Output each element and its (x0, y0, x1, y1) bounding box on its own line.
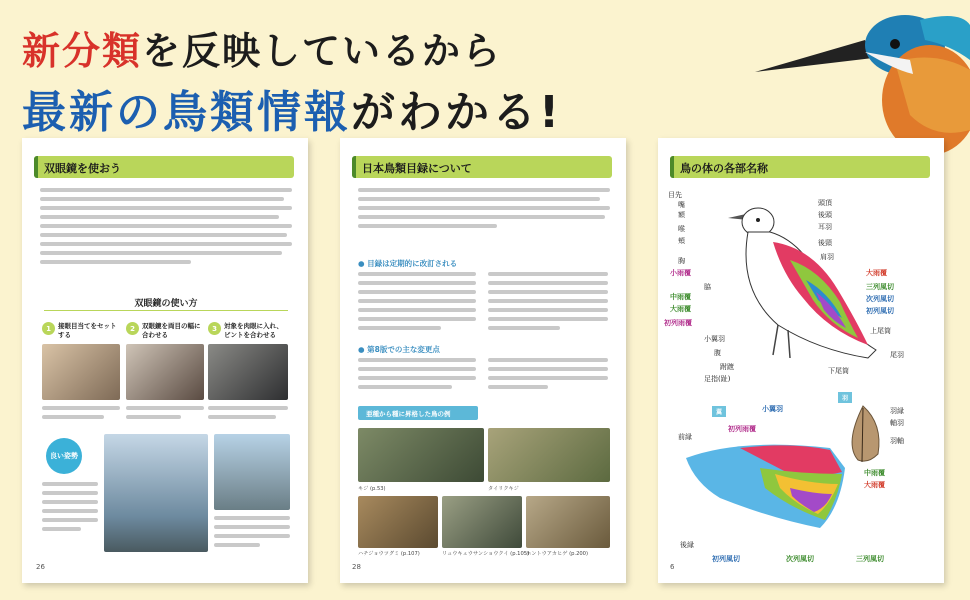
label-lesser-coverts: 小雨覆 (670, 269, 691, 277)
label-primary-coverts: 初列雨覆 (664, 319, 692, 327)
label-wing-tertials: 三列風切 (856, 555, 884, 563)
label-cheek: 頬 (678, 237, 685, 245)
step-label: 双眼鏡を両目の幅に合わせる (142, 322, 201, 339)
wing-diagram (680, 428, 850, 538)
label-greater-coverts: 大雨覆 (670, 305, 691, 313)
photo-caption: ハチジョウツグミ (p.107) (358, 551, 420, 557)
step-2 (126, 322, 204, 340)
step-label: 対象を肉眼に入れ、ピントを合わせる (224, 322, 283, 339)
bird-body-diagram (718, 180, 888, 380)
page-title: 双眼鏡を使おう (34, 156, 294, 178)
label-wing-trailing-edge: 後縁 (680, 541, 694, 549)
label-wing-secondaries: 次列風切 (786, 555, 814, 563)
page-title: 鳥の体の各部名称 (670, 156, 930, 178)
label-wing-primary-coverts: 初列雨覆 (728, 425, 756, 433)
label-median-coverts: 中雨覆 (670, 293, 691, 301)
step-number: 2 (126, 322, 139, 335)
label-belly: 腹 (714, 349, 721, 357)
kingfisher-illustration (745, 0, 970, 160)
good-posture-badge: 良い姿勢 (46, 438, 82, 474)
photo-kiji (358, 428, 484, 482)
promoted-species-plaque: 亜種から種に昇格した鳥の例 (358, 406, 478, 420)
label-greater-coverts-right: 大雨覆 (866, 269, 887, 277)
headline-latest-info: 最新の鳥類情報 (22, 87, 351, 138)
page-number: 26 (36, 563, 45, 571)
subheading: 双眼鏡の使い方 (134, 299, 198, 309)
label-forehead: 額 (678, 211, 685, 219)
label-flank: 脇 (704, 283, 711, 291)
label-wing-greater-coverts: 大雨覆 (864, 481, 885, 489)
step-3 (208, 322, 286, 340)
section-2-col-1 (358, 358, 476, 389)
step-number: 1 (42, 322, 55, 335)
label-feather-margin: 羽縁 (890, 407, 904, 415)
label-primaries: 初列風切 (866, 307, 894, 315)
feather-diagram (838, 404, 888, 466)
posture-text (42, 482, 98, 531)
page-number: 28 (352, 563, 361, 571)
photo-caption: キジ (p.53) (358, 486, 386, 492)
page-checklist (340, 138, 626, 583)
label-undertail-coverts: 下尾筒 (828, 367, 849, 375)
photo-caption: タイリクキジ (488, 486, 519, 492)
step-label: 接眼目当てをセットする (58, 322, 117, 339)
page-bird-topography (658, 138, 944, 583)
body-text (40, 188, 292, 264)
photo-hontoakahige (526, 496, 610, 548)
photo-ryukyusanshokui (442, 496, 522, 548)
photo-tairikukiji (488, 428, 610, 482)
label-scapulars: 肩羽 (820, 253, 834, 261)
label-lores: 目先 (668, 191, 682, 199)
photo-caption: ホントウアカヒゲ (p.200) (526, 551, 588, 557)
headline-line-1 (22, 20, 502, 75)
photo-width (126, 344, 204, 400)
photo-caption: リュウキュウサンショウクイ (p.105) (442, 551, 530, 557)
label-alula: 小翼羽 (704, 335, 725, 343)
caption-posture (214, 516, 290, 547)
step-1 (42, 322, 120, 340)
label-wing-leading-edge: 前縁 (678, 433, 692, 441)
label-wing-primaries: 初列風切 (712, 555, 740, 563)
section-heading-1: ● 目録は定期的に改訂される (358, 258, 457, 269)
label-tarsus: 跗蹠 (720, 363, 734, 371)
body-text (358, 188, 610, 228)
headline-line2-rest: がわかる! (351, 87, 563, 138)
section-heading-2: ● 第8版での主な変更点 (358, 344, 440, 355)
label-wing-median-coverts: 中雨覆 (864, 469, 885, 477)
divider (44, 310, 288, 311)
photo-focus (208, 344, 288, 400)
photo-hachijotsugumi (358, 496, 438, 548)
label-breast: 胸 (678, 257, 685, 265)
label-wing-alula: 小翼羽 (762, 405, 783, 413)
label-throat: 喉 (678, 225, 685, 233)
feather-tag: 羽 (838, 392, 852, 403)
section-1-col-2 (488, 272, 608, 330)
photo-posture-1 (104, 434, 208, 552)
label-secondaries: 次列風切 (866, 295, 894, 303)
label-uppertail-coverts: 上尾筒 (870, 327, 891, 335)
label-tail: 尾羽 (890, 351, 904, 359)
wing-tag: 翼 (712, 406, 726, 417)
page-title: 日本鳥類目録について (352, 156, 612, 178)
caption-3 (208, 406, 288, 419)
page-number: 6 (670, 563, 675, 571)
label-bill: 嘴 (678, 201, 685, 209)
section-2-col-2 (488, 358, 608, 389)
step-number: 3 (208, 322, 221, 335)
label-hindneck: 後頸 (818, 239, 832, 247)
label-tertials: 三列風切 (866, 283, 894, 291)
headline-new-classification: 新分類 (22, 29, 143, 73)
label-toes: 足指(趾) (704, 375, 731, 383)
label-feather-shaft: 羽軸 (890, 437, 904, 445)
label-feather-axis: 軸羽 (890, 419, 904, 427)
headline-line1-rest: を反映しているから (142, 29, 503, 73)
caption-1 (42, 406, 120, 419)
label-ear-coverts: 耳羽 (818, 223, 832, 231)
label-nape: 後頭 (818, 211, 832, 219)
label-crown: 頭頂 (818, 199, 832, 207)
photo-eyecup (42, 344, 120, 400)
section-1-col-1 (358, 272, 476, 330)
page-binoculars (22, 138, 308, 583)
headline-line-2 (22, 76, 562, 140)
photo-posture-2 (214, 434, 290, 510)
caption-2 (126, 406, 204, 419)
